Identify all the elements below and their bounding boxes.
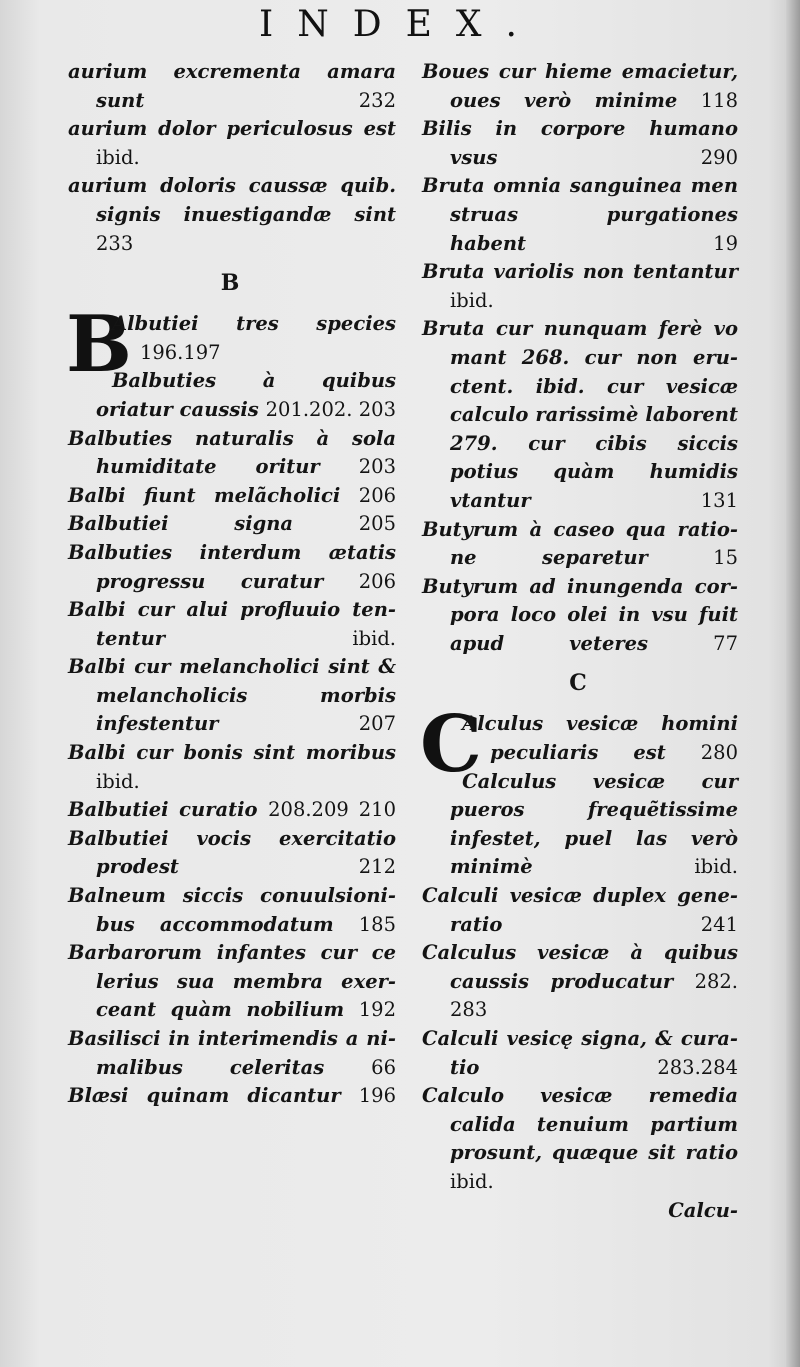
index-column-left <box>66 58 396 1111</box>
entry-text: Butyrum à caseo qua ratio-ne separetur <box>422 517 738 570</box>
entry-text: Alculus vesicæ homini peculiaris est <box>462 712 738 765</box>
entry-text: Calculi vesicæ duplex gene-ratio <box>422 884 738 936</box>
section-letter: B <box>220 270 242 297</box>
index-entry <box>66 939 396 1025</box>
entry-text: Calculi vesicę signa, & cura-tio <box>422 1027 738 1079</box>
entry-text: Bruta cur nunquam ferè vo mant 268. cur non eru-ctent. ibid. cur vesicæ calculo rarissimè laborent 279. cur cibis siccis potius quàm humidis vtantur <box>422 317 738 512</box>
entry-text: Balbutiei vocis exercitatio prodest <box>68 826 396 879</box>
entry-page-ref: 185 <box>358 912 396 936</box>
entry-text: Balneum siccis conuulsioni-bus accommodatum <box>68 884 396 936</box>
index-entry <box>66 882 396 939</box>
index-entry <box>66 510 396 539</box>
entry-page-ref: 208.209 210 <box>268 798 396 822</box>
entry-page-ref: 233 <box>96 231 134 255</box>
index-entry <box>66 425 396 482</box>
catchword: Calcu- <box>668 1198 738 1222</box>
entry-text: Barbarorum infantes cur ce lerius sua membra exer-ceant quàm nobilium <box>68 941 396 1022</box>
entry-text: Bilis in corpore humano vsus <box>422 117 738 169</box>
index-entry <box>66 58 396 115</box>
index-entry <box>66 115 396 172</box>
entry-page-ref: ibid. <box>352 626 396 650</box>
entry-page-ref: 131 <box>700 488 738 512</box>
index-entry <box>66 796 396 825</box>
index-entry <box>420 573 738 659</box>
index-entry <box>420 768 738 882</box>
entry-page-ref: ibid. <box>450 288 494 312</box>
entry-page-ref: 118 <box>700 88 738 112</box>
entry-text: Balbutiei signa <box>68 512 294 536</box>
entry-page-ref: 19 <box>713 231 738 255</box>
entry-page-ref: 15 <box>713 546 738 570</box>
entry-text: Boues cur hieme emacietur, oues verò minime <box>422 60 738 112</box>
index-entry <box>66 739 396 796</box>
entry-text: Balbuties à quibus oriatur caussis <box>96 369 396 421</box>
entry-text: aurium dolor periculosus est <box>68 117 396 141</box>
entry-text: Balbi cur alui profluuio ten-tentur <box>68 598 396 650</box>
entry-page-ref: 201.202. 203 <box>265 397 396 421</box>
drop-cap: C <box>420 699 483 791</box>
entry-text: Basilisci in interimendis a ni-malibus celeritas <box>68 1027 396 1079</box>
entry-page-ref: 77 <box>713 631 738 655</box>
page-header: INDEX. <box>259 4 541 45</box>
entry-page-ref: ibid. <box>96 769 140 793</box>
entry-page-ref: ibid. <box>450 1169 494 1193</box>
index-entry <box>66 1082 396 1111</box>
index-entry <box>66 653 396 739</box>
entry-text: Albutiei tres species <box>111 312 396 336</box>
page-edge-shadow <box>786 0 800 1367</box>
index-entry <box>66 825 396 882</box>
entry-text: Butyrum ad inungenda cor-pora loco olei in vsu fuit apud veteres <box>422 574 738 655</box>
entry-text: Balbi cur bonis sint moribus <box>68 741 396 765</box>
entry-page-ref: 212 <box>358 855 396 879</box>
index-entry <box>420 882 738 939</box>
entry-page-ref: ibid. <box>694 855 738 879</box>
entry-text: aurium doloris caussæ quib. signis inuestigandæ sint <box>68 174 396 226</box>
entry-text: Calculus vesicæ cur pueros frequẽtissime infestet, puel las verò minimè <box>450 769 738 879</box>
index-entry <box>66 299 396 391</box>
entry-page-ref: 283.284 <box>657 1055 738 1079</box>
entry-text: Calculus vesicæ à quibus caussis producatur <box>422 941 738 993</box>
index-entry <box>420 699 738 791</box>
index-entry <box>420 315 738 515</box>
index-entry <box>66 1025 396 1082</box>
entry-text: aurium excrementa amara sunt <box>68 60 396 112</box>
entry-page-ref: 232 <box>358 88 396 112</box>
entry-text: Balbutiei curatio <box>68 798 258 822</box>
index-entry <box>66 482 396 511</box>
entry-page-ref: 203 <box>358 455 396 479</box>
index-entry <box>66 596 396 653</box>
section-letter: C <box>569 670 589 697</box>
entry-page-ref: 290 <box>700 145 738 169</box>
index-entry <box>66 539 396 596</box>
index-entry <box>420 516 738 573</box>
entry-text: Balbuties interdum ætatis progressu curatur <box>68 540 396 593</box>
index-entry <box>420 115 738 172</box>
entry-text: Blæsi quinam dicantur <box>68 1084 341 1108</box>
entry-text: Calculo vesicæ remedia calida tenuium partium prosunt, quæque sit ratio <box>422 1084 738 1165</box>
entry-page-ref: 282. 283 <box>450 969 738 1022</box>
entry-text: Balbi fiunt melãcholici <box>68 483 341 507</box>
entry-page-ref: 280 <box>700 741 738 765</box>
index-entry <box>420 1082 738 1196</box>
entry-text: Balbuties naturalis à sola humiditate oritur <box>68 426 396 479</box>
index-entry <box>420 172 738 258</box>
index-entry <box>420 1025 738 1082</box>
entry-page-ref: 205 <box>358 512 396 536</box>
entry-page-ref: 196.197 <box>139 340 221 364</box>
entry-page-ref: 66 <box>371 1055 396 1079</box>
entry-text: Bruta variolis non tentantur <box>422 260 738 284</box>
index-entry <box>420 939 738 1025</box>
entry-page-ref: 206 <box>358 483 397 507</box>
entry-page-ref: 206 <box>358 569 396 593</box>
drop-cap: B <box>66 299 132 391</box>
entry-page-ref: 241 <box>700 912 738 936</box>
entry-page-ref: ibid. <box>96 145 140 169</box>
entry-page-ref: 196 <box>358 1084 396 1108</box>
index-column-right <box>420 58 738 1225</box>
entry-page-ref: 192 <box>358 998 396 1022</box>
index-entry <box>66 367 396 424</box>
index-entry <box>420 58 738 115</box>
entry-text: Bruta omnia sanguinea men struas purgationes habent <box>422 174 738 255</box>
entry-text: Balbi cur melancholici sint & melancholicis morbis infestentur <box>68 655 396 736</box>
entry-page-ref: 207 <box>358 712 396 736</box>
index-entry <box>66 172 396 258</box>
index-entry <box>420 258 738 315</box>
